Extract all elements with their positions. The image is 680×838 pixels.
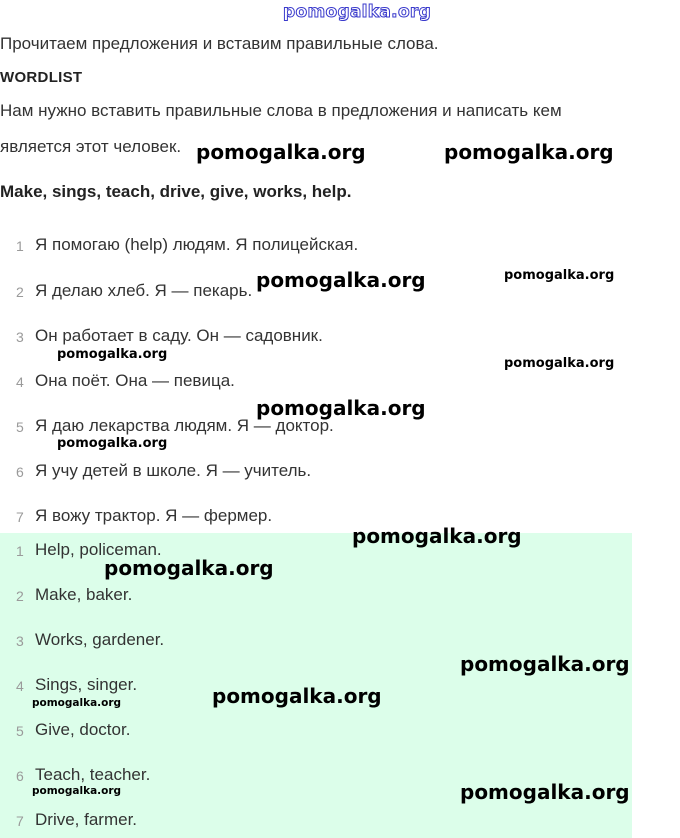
- sentence-text: Я даю лекарства людям. Я — доктор.: [35, 416, 334, 435]
- site-header-watermark: pomogalka.org: [283, 2, 432, 22]
- answer-text: Sings, singer.: [35, 675, 138, 694]
- watermark: pomogalka.org: [57, 347, 168, 362]
- sentence-number: 5: [16, 419, 24, 435]
- sentence-number: 4: [16, 374, 24, 390]
- task-line-2: является этот человек.: [0, 137, 182, 156]
- answer-text: Works, gardener.: [35, 630, 165, 649]
- sentence-number: 3: [16, 329, 24, 345]
- word-list: Make, sings, teach, drive, give, works, help.: [0, 182, 352, 201]
- section-title: WORDLIST: [0, 69, 83, 86]
- watermark: pomogalka.org: [196, 140, 366, 164]
- sentence-text: Я помогаю (help) людям. Я полицейская.: [35, 235, 359, 254]
- watermark: pomogalka.org: [504, 356, 615, 371]
- task-line-1: Нам нужно вставить правильные слова в предложения и написать кем: [0, 101, 562, 120]
- watermark: pomogalka.org: [104, 556, 274, 580]
- answer-number: 6: [16, 768, 24, 784]
- answer-text: Make, baker.: [35, 585, 133, 604]
- sentence-number: 2: [16, 284, 24, 300]
- watermark: pomogalka.org: [460, 780, 630, 804]
- answer-number: 3: [16, 633, 24, 649]
- sentence-text: Я делаю хлеб. Я — пекарь.: [35, 281, 253, 300]
- watermark: pomogalka.org: [57, 436, 168, 451]
- sentence-number: 1: [16, 238, 24, 254]
- watermark: pomogalka.org: [32, 697, 122, 709]
- watermark: pomogalka.org: [352, 524, 522, 548]
- answer-text: Help, policeman.: [35, 540, 162, 559]
- watermark: pomogalka.org: [460, 652, 630, 676]
- sentence-text: Он работает в саду. Он — садовник.: [35, 326, 323, 345]
- watermark: pomogalka.org: [212, 684, 382, 708]
- sentence-text: Она поёт. Она — певица.: [35, 371, 235, 390]
- answer-number: 2: [16, 588, 24, 604]
- watermark: pomogalka.org: [444, 140, 614, 164]
- answer-text: Give, doctor.: [35, 720, 131, 739]
- watermark: pomogalka.org: [504, 268, 615, 283]
- watermark: pomogalka.org: [256, 396, 426, 420]
- answer-number: 1: [16, 543, 24, 559]
- watermark: pomogalka.org: [32, 785, 122, 797]
- answer-text: Teach, teacher.: [35, 765, 151, 784]
- sentence-text: Я учу детей в школе. Я — учитель.: [35, 461, 312, 480]
- watermark: pomogalka.org: [256, 268, 426, 292]
- answer-text: Drive, farmer.: [35, 810, 138, 829]
- sentence-number: 7: [16, 509, 24, 525]
- answer-number: 5: [16, 723, 24, 739]
- sentence-number: 6: [16, 464, 24, 480]
- intro-text: Прочитаем предложения и вставим правильные слова.: [0, 34, 439, 53]
- answer-number: 7: [16, 813, 24, 829]
- answer-number: 4: [16, 678, 24, 694]
- sentence-text: Я вожу трактор. Я — фермер.: [35, 506, 273, 525]
